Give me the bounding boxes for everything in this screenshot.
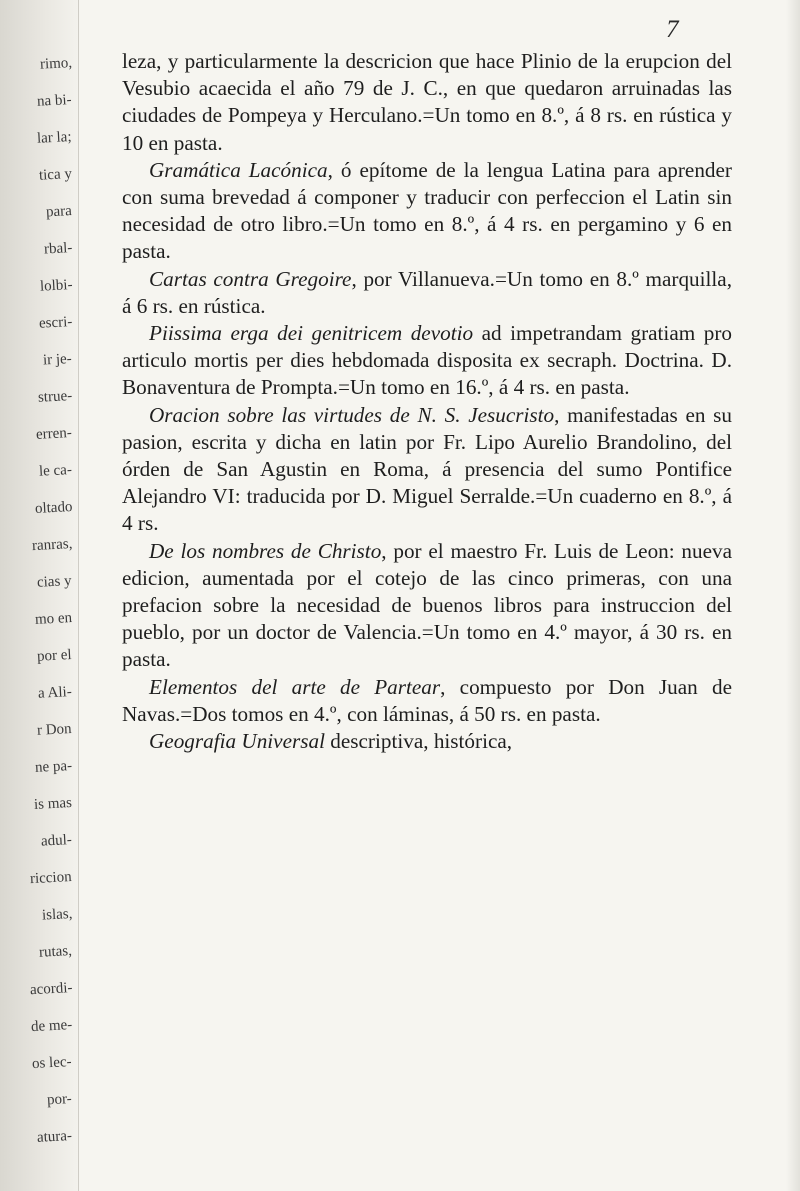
catalog-entry-gramatica-laconica (122, 157, 732, 266)
gutter-text-fragment: oltado (34, 499, 73, 517)
entry-text: , compuesto por Don Juan de Navas.=Dos tomos en 4.º, con láminas, á 50 rs. en pasta. (122, 674, 732, 726)
entry-title: Elementos del arte de Partear (149, 674, 441, 699)
page-edge-shadow (786, 0, 800, 1191)
entry-title: Gramática Lacónica (149, 157, 328, 182)
gutter-text-fragment: cias y (37, 573, 73, 591)
gutter-text-fragment: r Don (37, 721, 73, 739)
gutter-text-fragment: atura- (36, 1128, 73, 1146)
gutter-text-fragment: rimo, (39, 55, 73, 73)
gutter-text-fragment: acordi- (29, 980, 73, 999)
gutter-text-fragment: erren- (35, 425, 73, 443)
gutter-text-fragment: ranras, (31, 536, 73, 555)
gutter-text-fragment: tica y (38, 166, 73, 184)
entry-text: descriptiva, histórica, (324, 729, 513, 754)
gutter-text-fragment: rutas, (38, 943, 73, 961)
gutter-text-fragment: mo en (34, 610, 73, 628)
entry-text: leza, y particularmente la descricion que hace Plinio de la erupcion del Vesubio acaecida el año 79 de J. C., en que quedaron arruinadas las ciudades de Pompeya y Herculano.=Un tomo en 8.º, á 8 rs. en rústica y 10 en pasta. (122, 49, 732, 155)
catalog-entry-oracion-virtudes (122, 402, 732, 538)
gutter-text-fragment: lar la; (37, 129, 73, 147)
entry-text: , manifestadas en su pasion, escrita y dicha en latin por Fr. Lipo Aurelio Brandolino, del órden de San Agustin en Roma, á presencia del sumo Pontifice Alejandro VI: traducida por D. Miguel Serralde.=Un cuaderno en 8.º, á 4 rs. (122, 402, 732, 536)
entry-text: , ó epítome de la lengua Latina para aprender con suma brevedad á componer y traducir con perfeccion el Latin sin necesidad de otro libro.=Un tomo en 8.º, á 4 rs. en pergamino y 6 en pasta. (122, 157, 732, 264)
gutter-text-fragment: por el (37, 647, 73, 665)
gutter-text-fragment: riccion (29, 869, 73, 888)
gutter-text-fragment: de me- (30, 1017, 73, 1036)
entry-text: ad impetrandam gratiam pro articulo mortis per dies hebdomada disposita ex secraph. Doctrina. D. Bonaventura de Prompta.=Un tomo en 16.º, á 4 rs. en pasta. (122, 321, 732, 400)
gutter-text-fragment: is mas (33, 795, 73, 813)
entry-title: Cartas contra Gregoire (149, 266, 352, 291)
catalog-text-block (122, 48, 732, 755)
gutter-text-fragment: ir je- (42, 351, 73, 369)
gutter-text-fragment: lolbi- (39, 277, 73, 295)
catalog-entry-continuation (122, 48, 732, 157)
gutter-text-fragment: a Ali- (37, 684, 73, 702)
gutter-text-fragment: islas, (41, 906, 73, 924)
gutter-text-fragment: adul- (40, 832, 73, 850)
gutter-text-fragment: na bi- (37, 92, 73, 110)
gutter-text-fragment: por- (46, 1091, 73, 1109)
page-number: 7 (666, 16, 679, 43)
entry-title: Geografia Universal (149, 729, 325, 754)
catalog-entry-cartas-contra-gregoire (122, 266, 732, 320)
gutter-text-fragment: strue- (37, 388, 73, 406)
gutter-text-fragment: le ca- (38, 462, 73, 480)
gutter-text-fragment: para (45, 203, 73, 221)
entry-title: Oracion sobre las virtudes de N. S. Jesucristo (149, 402, 555, 427)
entry-title: De los nombres de Christo (149, 538, 382, 563)
catalog-entry-geografia-universal (122, 728, 732, 755)
entry-title: Piissima erga dei genitricem devotio (149, 321, 474, 346)
catalog-entry-piissima-devotio (122, 320, 732, 402)
adjacent-page-gutter (0, 0, 79, 1191)
gutter-text-fragment: ne pa- (34, 758, 73, 776)
catalog-entry-nombres-de-christo (122, 538, 732, 674)
catalog-entry-arte-de-partear (122, 674, 732, 728)
gutter-text-fragment: os lec- (32, 1054, 73, 1073)
entry-text: , por el maestro Fr. Luis de Leon: nueva edicion, aumentada por el cotejo de las cinco primeras, con una prefacion sobre la necesidad de buenos libros para instruccion del pueblo, por un doctor de Valencia.=Un tomo en 4.º mayor, á 30 rs. en pasta. (122, 538, 733, 672)
entry-text: , por Villanueva.=Un tomo en 8.º marquilla, á 6 rs. en rústica. (122, 266, 732, 318)
gutter-text-fragment: rbal- (43, 240, 73, 258)
gutter-text-fragment: escri- (38, 314, 73, 332)
